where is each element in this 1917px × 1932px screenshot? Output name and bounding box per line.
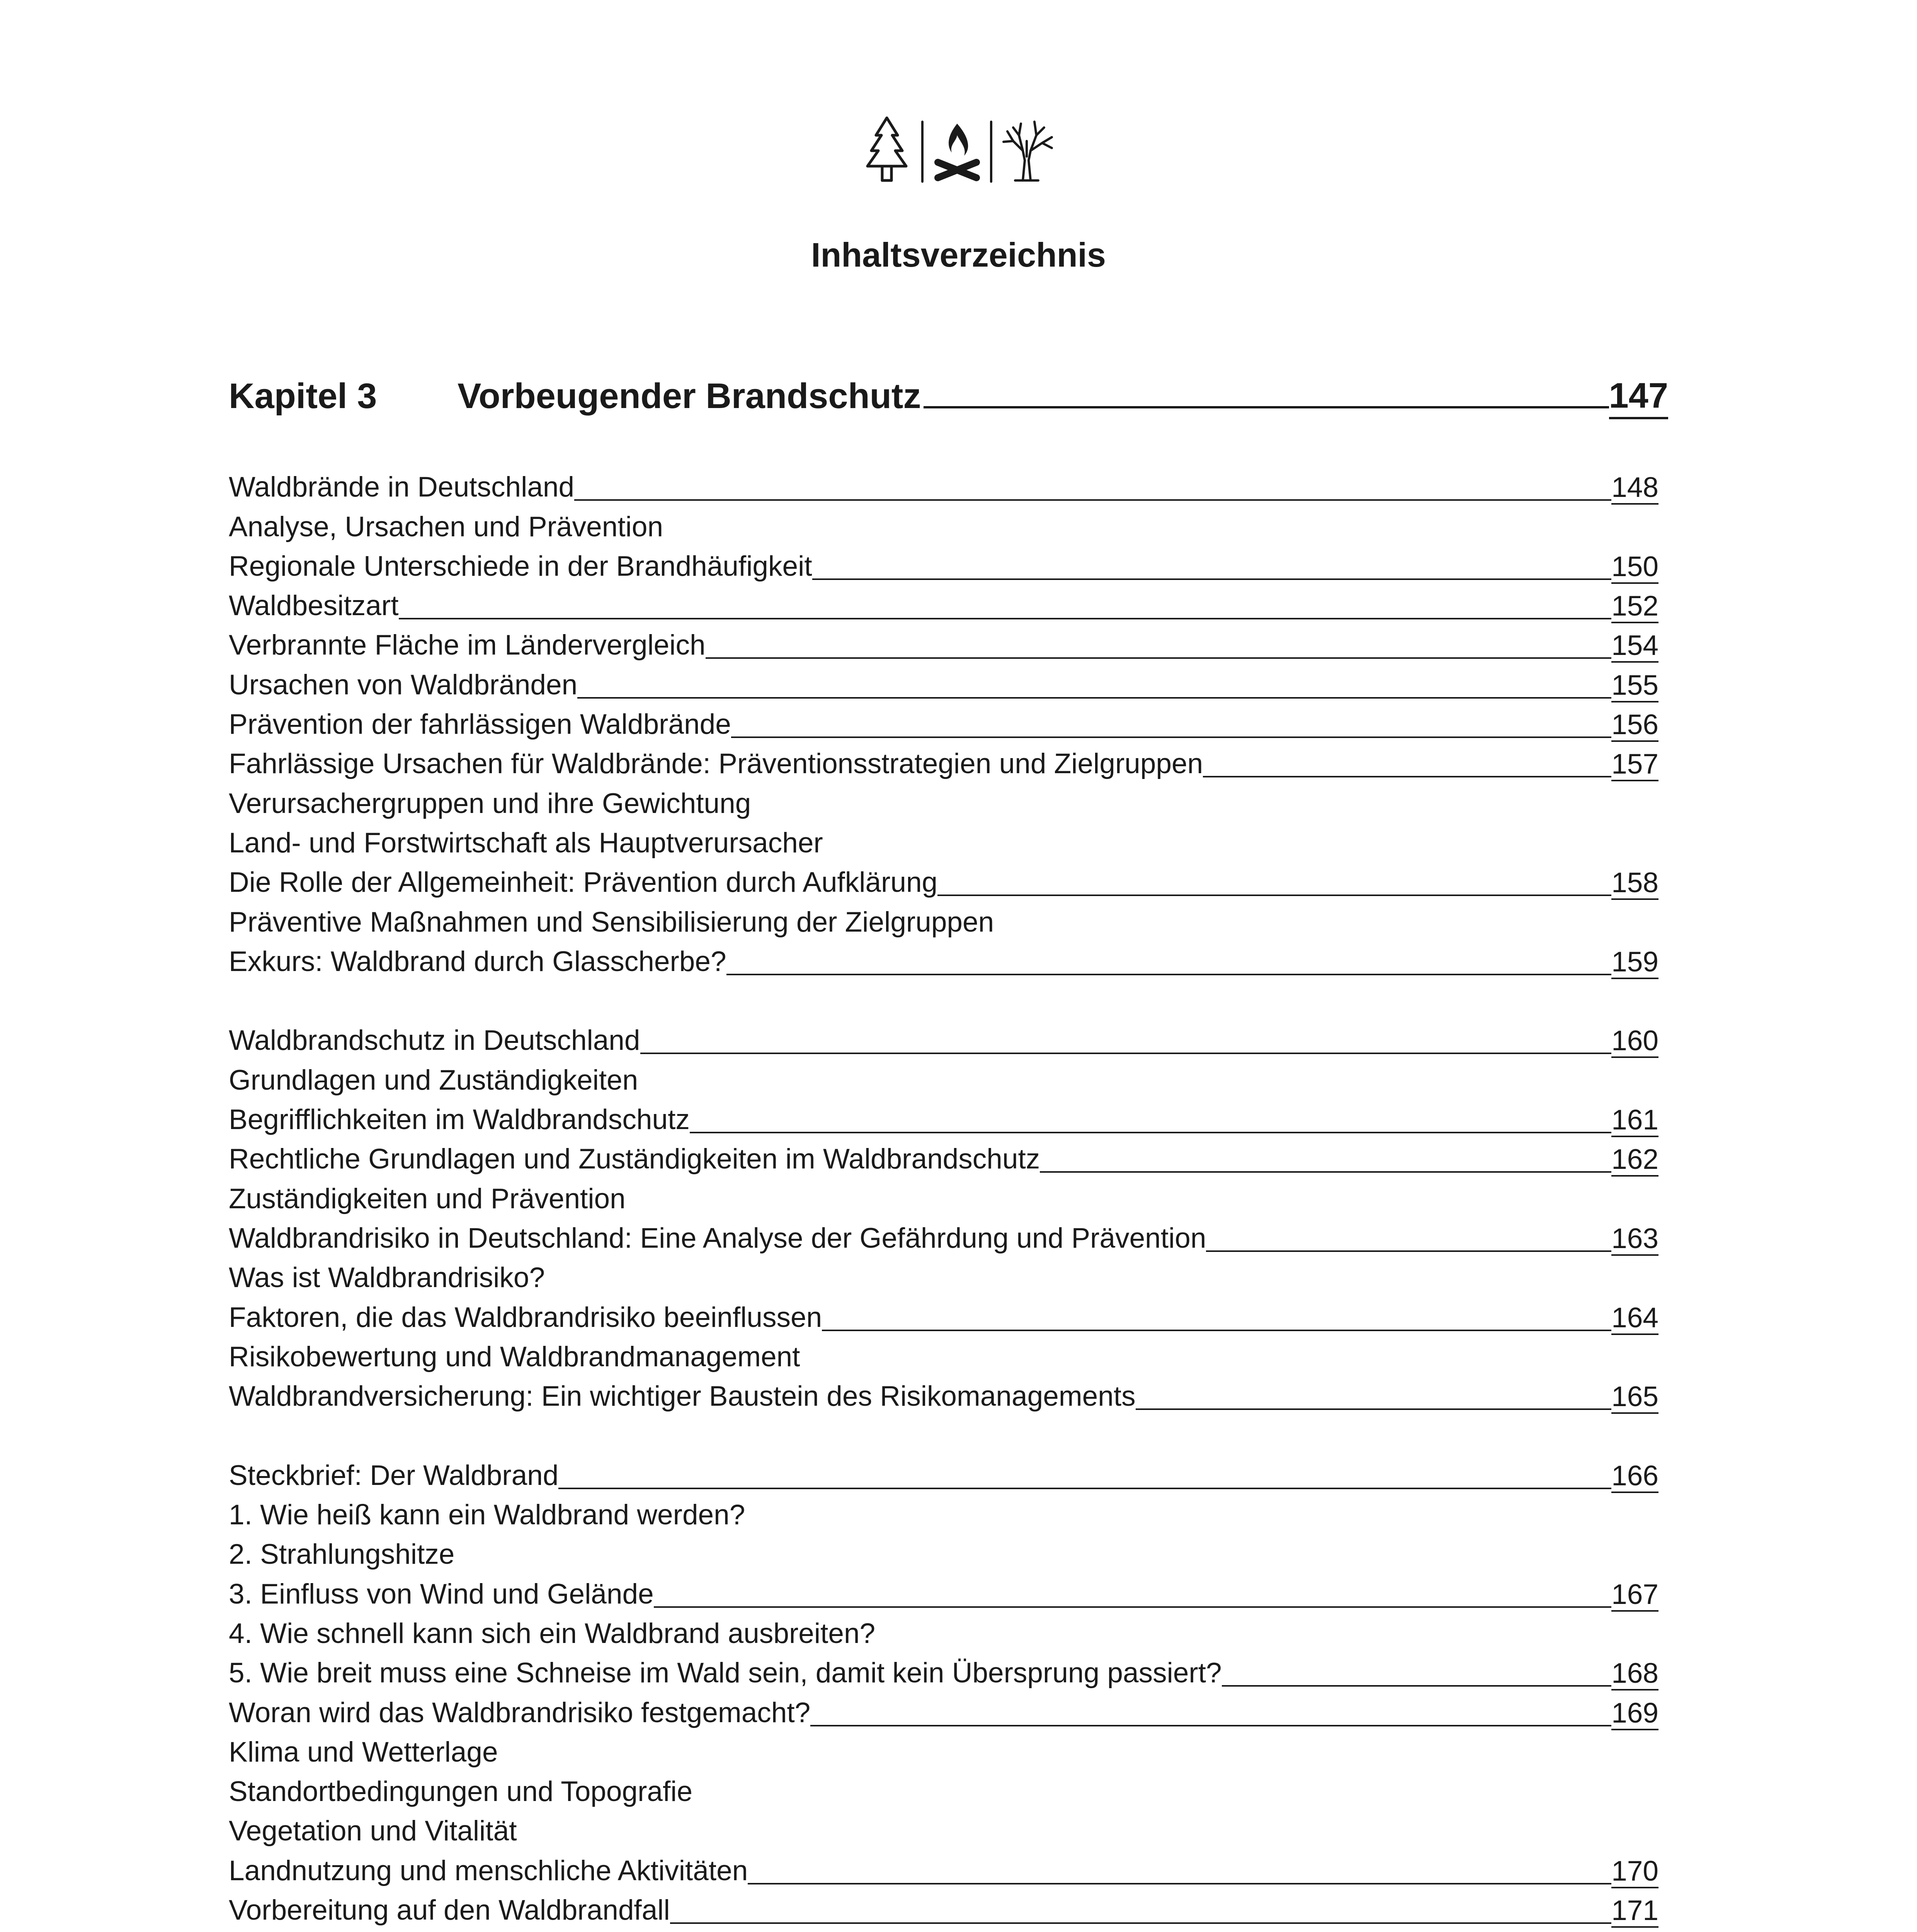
toc-list (229, 468, 1658, 1932)
toc-entry-page-number: 157 (1611, 749, 1658, 781)
toc-entry[interactable] (229, 587, 1658, 626)
toc-entry (229, 1496, 1658, 1536)
toc-entry[interactable] (229, 1022, 1658, 1061)
toc-entry-title: 1. Wie heiß kann ein Waldbrand werden? (229, 1499, 745, 1531)
toc-entry[interactable] (229, 1694, 1658, 1733)
toc-entry-title: Präventive Maßnahmen und Sensibilisierung der Zielgruppen (229, 906, 994, 938)
toc-entry[interactable] (229, 1456, 1658, 1496)
leader-line (399, 618, 1612, 619)
toc-entry[interactable] (229, 626, 1658, 666)
toc-entry-page-number: 154 (1611, 630, 1658, 663)
toc-entry-page-number: 162 (1611, 1144, 1658, 1177)
toc-entry-page-number: 170 (1611, 1856, 1658, 1888)
toc-entry (229, 1536, 1658, 1575)
leader-line (690, 1132, 1611, 1133)
toc-entry (229, 1773, 1658, 1812)
toc-entry-title: Risikobewertung und Waldbrandmanagement (229, 1341, 800, 1372)
leader-line (654, 1606, 1611, 1608)
toc-entry-title: Verursachergruppen und ihre Gewichtung (229, 787, 751, 819)
toc-entry (229, 1061, 1658, 1100)
toc-entry-page-number: 152 (1611, 591, 1658, 623)
toc-entry-title: Waldbrände in Deutschland (229, 471, 575, 503)
toc-entry-title: 5. Wie breit muss eine Schneise im Wald sein, damit kein Übersprung passiert? (229, 1657, 1222, 1689)
leader-line (706, 657, 1612, 659)
toc-entry (229, 1812, 1658, 1852)
toc-entry[interactable] (229, 1654, 1658, 1694)
leader-line (670, 1922, 1611, 1924)
toc-entry-title: Standortbedingungen und Topografie (229, 1776, 693, 1808)
toc-entry-title: Rechtliche Grundlagen und Zuständigkeiten im Waldbrandschutz (229, 1143, 1040, 1175)
toc-entry[interactable] (229, 943, 1658, 982)
toc-entry-title: Klima und Wetterlage (229, 1736, 498, 1768)
pine-tree-icon (867, 118, 906, 180)
toc-entry[interactable] (229, 548, 1658, 587)
leader-line (812, 578, 1612, 580)
toc-entry-title: Begrifflichkeiten im Waldbrandschutz (229, 1104, 690, 1136)
toc-entry (229, 824, 1658, 864)
leader-line (726, 974, 1612, 975)
toc-entry-page-number: 161 (1611, 1105, 1658, 1137)
toc-entry-title: Steckbrief: Der Waldbrand (229, 1459, 559, 1491)
toc-entry-page-number: 167 (1611, 1579, 1658, 1612)
toc-entry-page-number: 168 (1611, 1658, 1658, 1690)
toc-entry-page-number: 160 (1611, 1026, 1658, 1058)
leader-line (924, 406, 1609, 408)
toc-entry-title: Exkurs: Waldbrand durch Glasscherbe? (229, 946, 726, 977)
toc-entry[interactable] (229, 1219, 1658, 1259)
toc-entry (229, 903, 1658, 942)
toc-entry[interactable] (229, 468, 1658, 508)
leader-line (748, 1883, 1611, 1884)
toc-entry[interactable] (229, 1575, 1658, 1614)
toc-entry-page-number: 169 (1611, 1698, 1658, 1730)
toc-entry-title: Vegetation und Vitalität (229, 1815, 517, 1847)
leader-line (577, 697, 1611, 699)
toc-entry-title: Was ist Waldbrandrisiko? (229, 1262, 545, 1294)
header-logo (861, 114, 1061, 184)
bare-tree-icon (1004, 122, 1052, 180)
toc-entry-title: Verbrannte Fläche im Ländervergleich (229, 629, 706, 661)
toc-entry-title: Grundlagen und Zuständigkeiten (229, 1064, 638, 1096)
toc-entry-page-number: 148 (1611, 472, 1658, 505)
toc-entry (229, 508, 1658, 547)
toc-entry-title: Landnutzung und menschliche Aktivitäten (229, 1855, 748, 1886)
toc-entry-page-number: 158 (1611, 867, 1658, 900)
toc-entry-page-number: 156 (1611, 709, 1658, 742)
toc-entry[interactable] (229, 666, 1658, 705)
toc-entry-title: Fahrlässige Ursachen für Waldbrände: Präventionsstrategien und Zielgruppen (229, 748, 1203, 780)
toc-entry-title: Land- und Forstwirtschaft als Hauptverursacher (229, 827, 823, 859)
leader-line (1206, 1250, 1611, 1252)
toc-entry-title: Die Rolle der Allgemeinheit: Prävention durch Aufklärung (229, 867, 938, 898)
leader-line (640, 1053, 1612, 1054)
leader-line (1203, 776, 1611, 777)
toc-entry-page-number: 164 (1611, 1303, 1658, 1335)
toc-entry[interactable] (229, 745, 1658, 784)
toc-entry[interactable] (229, 864, 1658, 903)
leader-line (822, 1330, 1611, 1331)
chapter-page-number: 147 (1609, 374, 1669, 419)
chapter-heading[interactable] (229, 373, 1668, 419)
chapter-label: Kapitel 3 (229, 376, 377, 416)
toc-entry-page-number: 150 (1611, 551, 1658, 584)
toc-entry (229, 1259, 1658, 1298)
toc-entry-page-number: 159 (1611, 947, 1658, 979)
toc-entry-title: Vorbereitung auf den Waldbrandfall (229, 1894, 670, 1926)
toc-entry-title: Woran wird das Waldbrandrisiko festgemacht? (229, 1697, 811, 1728)
leader-line (574, 499, 1611, 501)
toc-entry-title: Ursachen von Waldbränden (229, 669, 578, 701)
leader-line (1222, 1685, 1612, 1687)
toc-entry-page-number: 165 (1611, 1381, 1658, 1414)
toc-entry-title: Zuständigkeiten und Prävention (229, 1183, 626, 1214)
toc-entry-title: 3. Einfluss von Wind und Gelände (229, 1578, 654, 1610)
toc-entry[interactable] (229, 1101, 1658, 1140)
leader-line (1040, 1171, 1611, 1173)
toc-entry (229, 1338, 1658, 1378)
leader-line (1136, 1408, 1612, 1410)
toc-entry-page-number: 166 (1611, 1461, 1658, 1493)
toc-entry[interactable] (229, 1140, 1658, 1180)
leader-line (731, 736, 1611, 738)
toc-entry-title: 2. Strahlungshitze (229, 1539, 455, 1570)
toc-entry-title: Faktoren, die das Waldbrandrisiko beeinflussen (229, 1301, 822, 1333)
toc-entry[interactable] (229, 706, 1658, 745)
toc-entry-title: Waldbesitzart (229, 590, 399, 622)
leader-line (937, 895, 1611, 896)
leader-line (558, 1488, 1611, 1489)
toc-entry (229, 1615, 1658, 1654)
toc-entry[interactable] (229, 1852, 1658, 1891)
toc-entry[interactable] (229, 1891, 1658, 1931)
toc-entry-page-number: 171 (1611, 1895, 1658, 1928)
leader-line (810, 1725, 1611, 1726)
toc-entry-title: Waldbrandversicherung: Ein wichtiger Baustein des Risikomanagements (229, 1381, 1136, 1412)
chapter-title: Vorbeugender Brandschutz (458, 376, 921, 416)
toc-entry-title: Waldbrandschutz in Deutschland (229, 1025, 640, 1056)
toc-entry-title: Analyse, Ursachen und Prävention (229, 511, 663, 543)
toc-entry (229, 1180, 1658, 1219)
toc-entry-page-number: 155 (1611, 670, 1658, 702)
toc-entry-title: Waldbrandrisiko in Deutschland: Eine Analyse der Gefährdung und Prävention (229, 1222, 1206, 1254)
toc-entry-title: 4. Wie schnell kann sich ein Waldbrand ausbreiten? (229, 1617, 876, 1649)
toc-entry-title: Prävention der fahrlässigen Waldbrände (229, 709, 731, 740)
page-title: Inhaltsverzeichnis (811, 236, 1106, 274)
toc-entry-page-number: 163 (1611, 1223, 1658, 1256)
toc-entry (229, 784, 1658, 824)
toc-entry[interactable] (229, 1298, 1658, 1338)
campfire-icon (938, 124, 976, 178)
toc-entry[interactable] (229, 1378, 1658, 1417)
toc-entry-title: Regionale Unterschiede in der Brandhäufigkeit (229, 550, 812, 582)
toc-entry (229, 1733, 1658, 1773)
